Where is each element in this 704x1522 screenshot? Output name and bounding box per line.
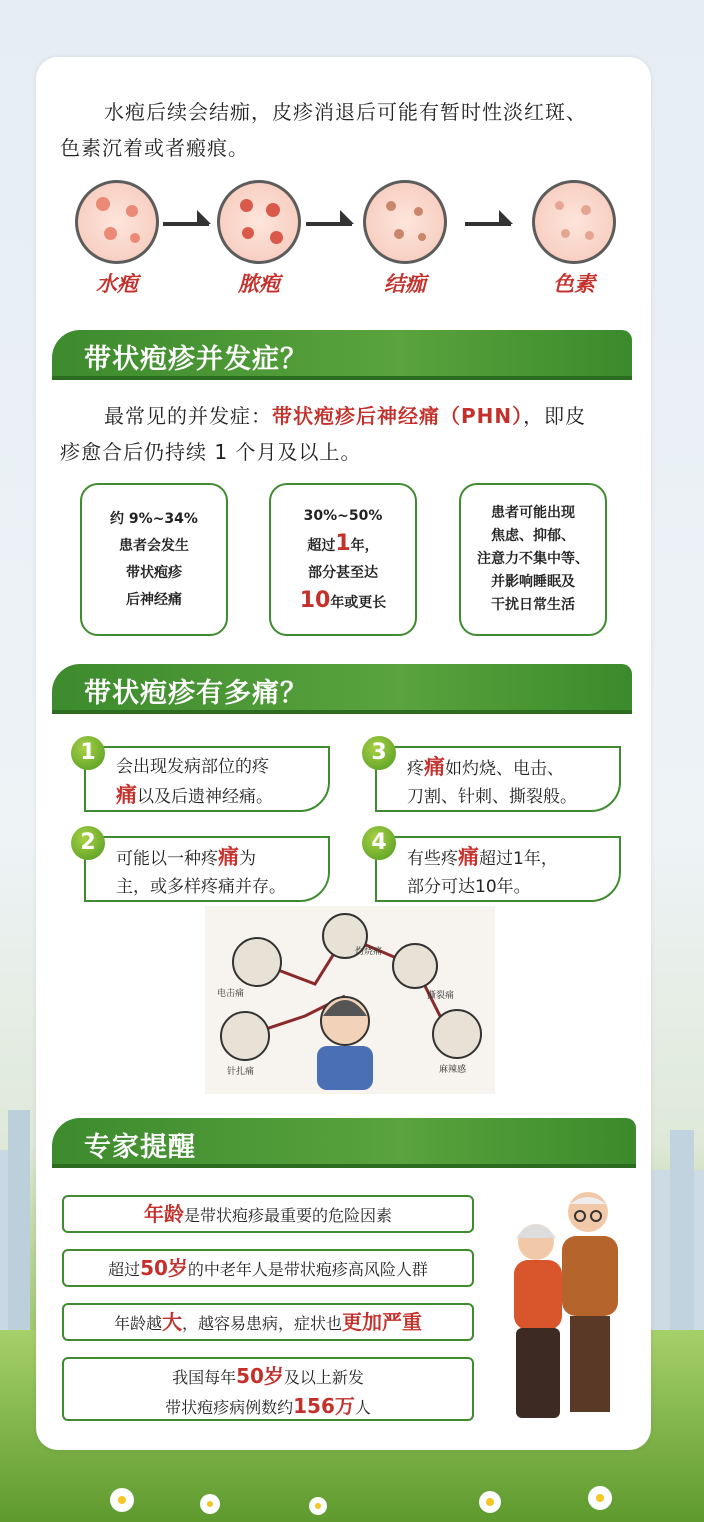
svg-text:电击痛: 电击痛 <box>217 989 245 999</box>
intro-line-1: 水疱后续会结痂，皮疹消退后可能有暂时性淡红斑、 <box>104 100 587 124</box>
tip-over-50: 超过50岁的中老年人是带状疱疹高风险人群 <box>62 1249 474 1287</box>
arrow-icon <box>163 222 209 226</box>
pain-item-1: 会出现发病部位的疼 痛以及后遗神经痛。 <box>84 746 330 812</box>
number-badge-1: 1 <box>71 736 105 770</box>
tip-severity: 年龄越大，越容易患病，症状也更加严重 <box>62 1303 474 1341</box>
stat-card-effects: 患者可能出现 焦虑、抑郁、 注意力不集中等、 并影响睡眠及 干扰日常生活 <box>459 483 607 636</box>
number-badge-2: 2 <box>71 826 105 860</box>
tip-annual-cases: 我国每年50岁及以上新发 带状疱疹病例数约156万人 <box>62 1357 474 1421</box>
stage-label-scab: 结痂 <box>384 272 426 296</box>
stat-card-duration: 30%~50% 超过1年， 部分甚至达 10年或更长 <box>269 483 417 636</box>
pain-item-2: 可能以一种疼痛为 主，或多样疼痛并存。 <box>84 836 330 902</box>
complications-title: 带状疱疹并发症？ <box>84 344 308 375</box>
pigment-skin-icon <box>532 180 616 264</box>
daisy-flowers-decoration <box>0 1460 704 1522</box>
svg-text:针扎痛: 针扎痛 <box>227 1067 255 1077</box>
complications-line-1: 最常见的并发症：带状疱疹后神经痛（PHN），即皮 <box>104 404 587 428</box>
arrow-icon <box>465 222 511 226</box>
stat-card-incidence: 约 9%~34% 患者会发生 带状疱疹 后神经痛 <box>80 483 228 636</box>
expert-banner <box>52 1118 636 1168</box>
arrow-icon <box>306 222 352 226</box>
intro-line-2: 色素沉着或者瘢痕。 <box>60 136 249 160</box>
pain-banner <box>52 664 632 714</box>
complications-line-2: 疹愈合后仍持续 1 个月及以上。 <box>60 440 362 464</box>
pain-item-3: 疼痛如灼烧、电击、 刀割、针刺、撕裂般。 <box>375 746 621 812</box>
blister-skin-icon <box>75 180 159 264</box>
stage-label-blister: 水疱 <box>96 272 138 296</box>
svg-text:灼烧痛: 灼烧痛 <box>355 947 383 957</box>
phn-highlight: 带状疱疹后神经痛（PHN） <box>272 404 524 428</box>
elderly-couple-illustration <box>500 1190 640 1428</box>
number-badge-3: 3 <box>362 736 396 770</box>
pustule-skin-icon <box>217 180 301 264</box>
stage-label-pustule: 脓疱 <box>238 272 280 296</box>
tip-age-risk: 年龄是带状疱疹最重要的危险因素 <box>62 1195 474 1233</box>
pain-types-illustration <box>205 906 495 1094</box>
complications-banner <box>52 330 632 380</box>
svg-text:麻辣感: 麻辣感 <box>439 1065 467 1075</box>
pain-item-4: 有些疼痛超过1年， 部分可达10年。 <box>375 836 621 902</box>
expert-title: 专家提醒 <box>84 1132 196 1163</box>
pain-title: 带状疱疹有多痛？ <box>84 678 308 709</box>
scab-skin-icon <box>363 180 447 264</box>
number-badge-4: 4 <box>362 826 396 860</box>
stage-label-pigment: 色素 <box>553 272 595 296</box>
svg-text:撕裂痛: 撕裂痛 <box>427 991 455 1001</box>
